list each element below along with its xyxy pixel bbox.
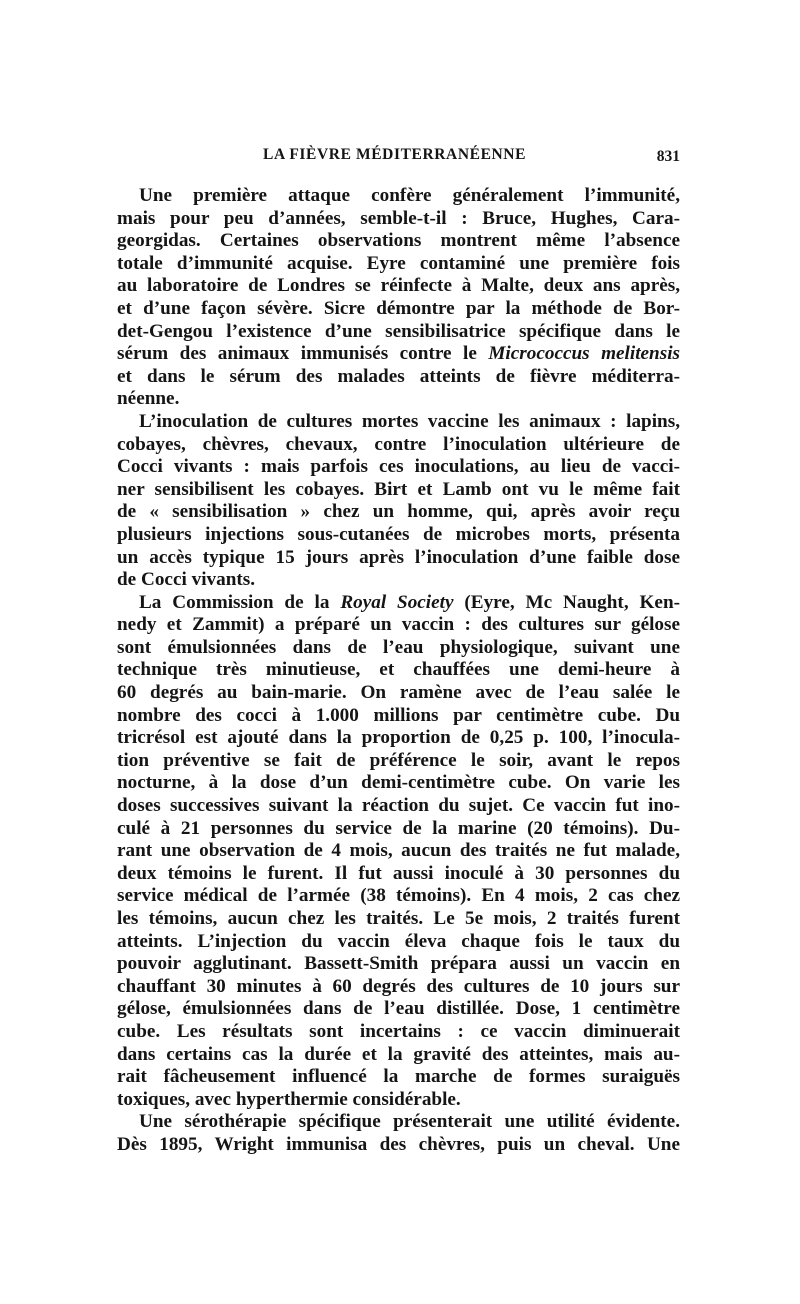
text-line xyxy=(117,343,680,366)
italic-term: Royal Society xyxy=(340,591,454,613)
body-text xyxy=(117,185,680,1157)
text-line: de « sensibilisation » chez un homme, qui, après avoir reçu xyxy=(117,501,680,523)
text-line: 60 degrés au bain-marie. On ramène avec de l’eau salée le xyxy=(117,682,680,704)
text-line: toxiques, avec hyperthermie considérable. xyxy=(117,1088,461,1110)
text-line: service médical de l’armée (38 témoins). En 4 mois, 2 cas chez xyxy=(117,885,680,907)
text-line: cobayes, chèvres, chevaux, contre l’inoculation ultérieure de xyxy=(117,433,680,455)
text-line: nombre des cocci à 1.000 millions par centimètre cube. Du xyxy=(117,704,680,726)
text-line: au laboratoire de Londres se réinfecte à Malte, deux ans après, xyxy=(117,275,680,297)
text-line: Cocci vivants : mais parfois ces inoculations, au lieu de vacci- xyxy=(117,456,680,478)
page-number: 831 xyxy=(656,148,680,165)
text-line: deux témoins le furent. Il fut aussi inoculé à 30 personnes du xyxy=(117,862,680,884)
text-line: doses successives suivant la réaction du sujet. Ce vaccin fut ino- xyxy=(117,795,680,817)
text-line: dans certains cas la durée et la gravité des atteintes, mais au- xyxy=(117,1043,680,1065)
text-line: nocturne, à la dose d’un demi-centimètre cube. On varie les xyxy=(117,772,680,794)
text-line: georgidas. Certaines observations montrent même l’absence xyxy=(117,230,680,252)
text-line: néenne. xyxy=(117,388,180,410)
text-line: nedy et Zammit) a préparé un vaccin : des cultures sur gélose xyxy=(117,614,680,636)
text-line xyxy=(117,592,680,615)
text-line: culé à 21 personnes du service de la marine (20 témoins). Du- xyxy=(117,817,680,839)
text-line: de Cocci vivants. xyxy=(117,569,256,591)
text-line: gélose, émulsionnées dans de l’eau distillée. Dose, 1 centimètre xyxy=(117,998,680,1020)
running-title: LA FIÈVRE MÉDITERRANÉENNE xyxy=(263,146,527,163)
text-line: chauffant 30 minutes à 60 degrés des cultures de 10 jours sur xyxy=(117,975,680,997)
text-line: rait fâcheusement influencé la marche de formes suraiguës xyxy=(117,1066,680,1088)
text-line: plusieurs injections sous-cutanées de microbes morts, présenta xyxy=(117,523,680,545)
text-line: Une sérothérapie spécifique présenterait une utilité évidente. xyxy=(139,1111,680,1133)
text-line: et dans le sérum des malades atteints de fièvre méditerra- xyxy=(117,365,680,387)
text-line: sont émulsionnées dans de l’eau physiologique, suivant une xyxy=(117,636,680,658)
text-line: pouvoir agglutinant. Bassett-Smith prépara aussi un vaccin en xyxy=(117,953,680,975)
text-line: tricrésol est ajouté dans la proportion de 0,25 p. 100, l’inocula- xyxy=(117,727,680,749)
text-line: Une première attaque confère généralement l’immunité, xyxy=(139,185,680,206)
text-segment: La Commission de la xyxy=(139,591,341,613)
text-line: totale d’immunité acquise. Eyre contaminé une première fois xyxy=(117,252,680,274)
italic-term: Micrococcus melitensis xyxy=(488,343,680,365)
text-line: L’inoculation de cultures mortes vaccine les animaux : lapins, xyxy=(139,410,680,432)
text-line: technique très minutieuse, et chauffées une demi-heure à xyxy=(117,659,680,681)
text-line: rant une observation de 4 mois, aucun des traités ne fut malade, xyxy=(117,840,680,862)
text-line: atteints. L’injection du vaccin éleva chaque fois le taux du xyxy=(117,930,680,952)
running-header xyxy=(117,146,680,168)
text-line: cube. Les résultats sont incertains : ce vaccin diminuerait xyxy=(117,1020,680,1042)
text-line: un accès typique 15 jours après l’inoculation d’une faible dose xyxy=(117,546,680,568)
text-line: les témoins, aucun chez les traités. Le 5e mois, 2 traités furent xyxy=(117,908,680,929)
text-line: ner sensibilisent les cobayes. Birt et Lamb ont vu le même fait xyxy=(117,478,680,500)
text-line: et d’une façon sévère. Sicre démontre par la méthode de Bor- xyxy=(117,297,680,319)
text-line: det-Gengou l’existence d’une sensibilisatrice spécifique dans le xyxy=(117,320,680,342)
text-line: tion préventive se fait de préférence le soir, avant le repos xyxy=(117,749,680,771)
text-line: mais pour peu d’années, semble-t-il : Bruce, Hughes, Cara- xyxy=(117,207,680,229)
text-line: Dès 1895, Wright immunisa des chèvres, puis un cheval. Une xyxy=(117,1133,680,1155)
text-segment: (Eyre, Mc Naught, Ken- xyxy=(453,591,681,613)
text-segment: sérum des animaux immunisés contre le xyxy=(117,343,489,365)
